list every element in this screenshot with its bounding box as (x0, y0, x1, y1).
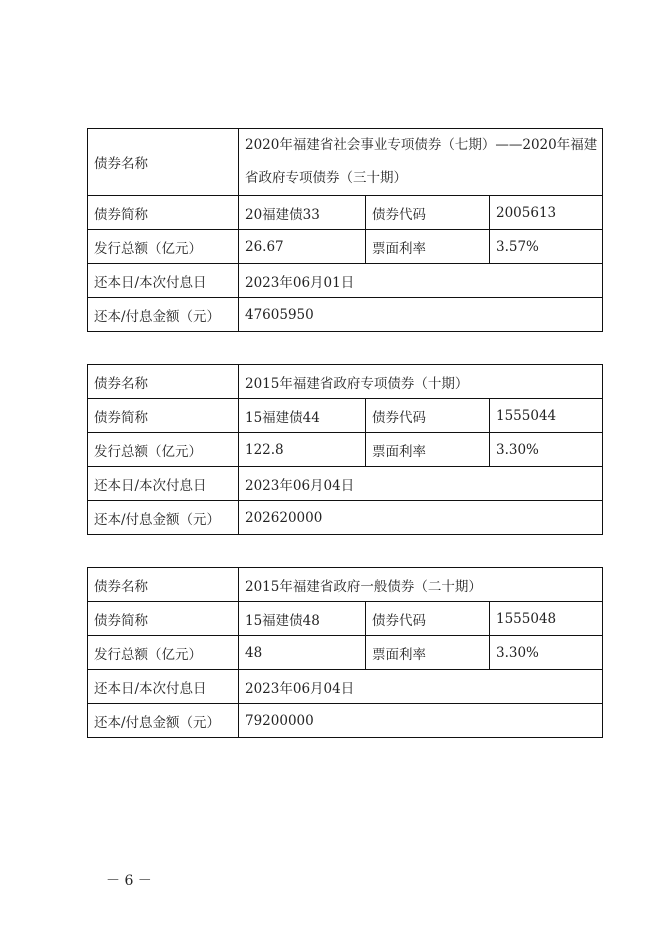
label-payment-date: 还本日/本次付息日 (88, 670, 239, 704)
bond-payment-amount: 79200000 (239, 704, 603, 738)
bond-payment-amount: 47605950 (239, 298, 603, 332)
label-payment-amount: 还本/付息金额（元） (88, 298, 239, 332)
row-short-name (88, 602, 603, 636)
label-issue-total: 发行总额（亿元） (88, 230, 239, 264)
label-coupon-rate: 票面利率 (366, 433, 490, 467)
row-payment-date (88, 670, 603, 704)
bond-issue-total: 122.8 (239, 433, 366, 467)
row-payment-date (88, 264, 603, 298)
bond-issue-total: 48 (239, 636, 366, 670)
bond-payment-date: 2023年06月04日 (239, 670, 603, 704)
label-code: 债券代码 (366, 399, 490, 433)
row-name (88, 129, 603, 196)
label-short-name: 债券简称 (88, 196, 239, 230)
row-issue (88, 230, 603, 264)
label-issue-total: 发行总额（亿元） (88, 433, 239, 467)
label-name: 债券名称 (88, 365, 239, 399)
row-name (88, 365, 603, 399)
bond-table (87, 128, 603, 332)
bond-code: 1555044 (490, 399, 603, 433)
row-payment-amount (88, 501, 603, 535)
bond-table (87, 567, 603, 738)
bond-name: 2015年福建省政府专项债券（十期） (239, 365, 603, 399)
row-issue (88, 433, 603, 467)
page-number: － 6 － (106, 873, 152, 889)
bond-issue-total: 26.67 (239, 230, 366, 264)
label-payment-date: 还本日/本次付息日 (88, 264, 239, 298)
bond-code: 2005613 (490, 196, 603, 230)
label-payment-amount: 还本/付息金额（元） (88, 704, 239, 738)
bond-coupon-rate: 3.57% (490, 230, 603, 264)
row-short-name (88, 196, 603, 230)
row-name (88, 568, 603, 602)
bond-payment-date: 2023年06月01日 (239, 264, 603, 298)
bond-table (87, 364, 603, 535)
label-coupon-rate: 票面利率 (366, 636, 490, 670)
row-payment-amount (88, 298, 603, 332)
label-short-name: 债券简称 (88, 602, 239, 636)
label-issue-total: 发行总额（亿元） (88, 636, 239, 670)
label-code: 债券代码 (366, 602, 490, 636)
row-issue (88, 636, 603, 670)
label-payment-amount: 还本/付息金额（元） (88, 501, 239, 535)
bond-name: 2015年福建省政府一般债券（二十期） (239, 568, 603, 602)
label-name: 债券名称 (88, 568, 239, 602)
bond-payment-date: 2023年06月04日 (239, 467, 603, 501)
bond-short-name: 15福建债44 (239, 399, 366, 433)
bond-payment-amount: 202620000 (239, 501, 603, 535)
row-payment-amount (88, 704, 603, 738)
label-coupon-rate: 票面利率 (366, 230, 490, 264)
bond-coupon-rate: 3.30% (490, 636, 603, 670)
label-name: 债券名称 (88, 129, 239, 196)
bond-short-name: 20福建债33 (239, 196, 366, 230)
label-code: 债券代码 (366, 196, 490, 230)
label-short-name: 债券简称 (88, 399, 239, 433)
bond-short-name: 15福建债48 (239, 602, 366, 636)
bond-coupon-rate: 3.30% (490, 433, 603, 467)
row-payment-date (88, 467, 603, 501)
bond-code: 1555048 (490, 602, 603, 636)
row-short-name (88, 399, 603, 433)
bond-name: 2020年福建省社会事业专项债券（七期）——2020年福建省政府专项债券（三十期） (239, 129, 603, 196)
label-payment-date: 还本日/本次付息日 (88, 467, 239, 501)
